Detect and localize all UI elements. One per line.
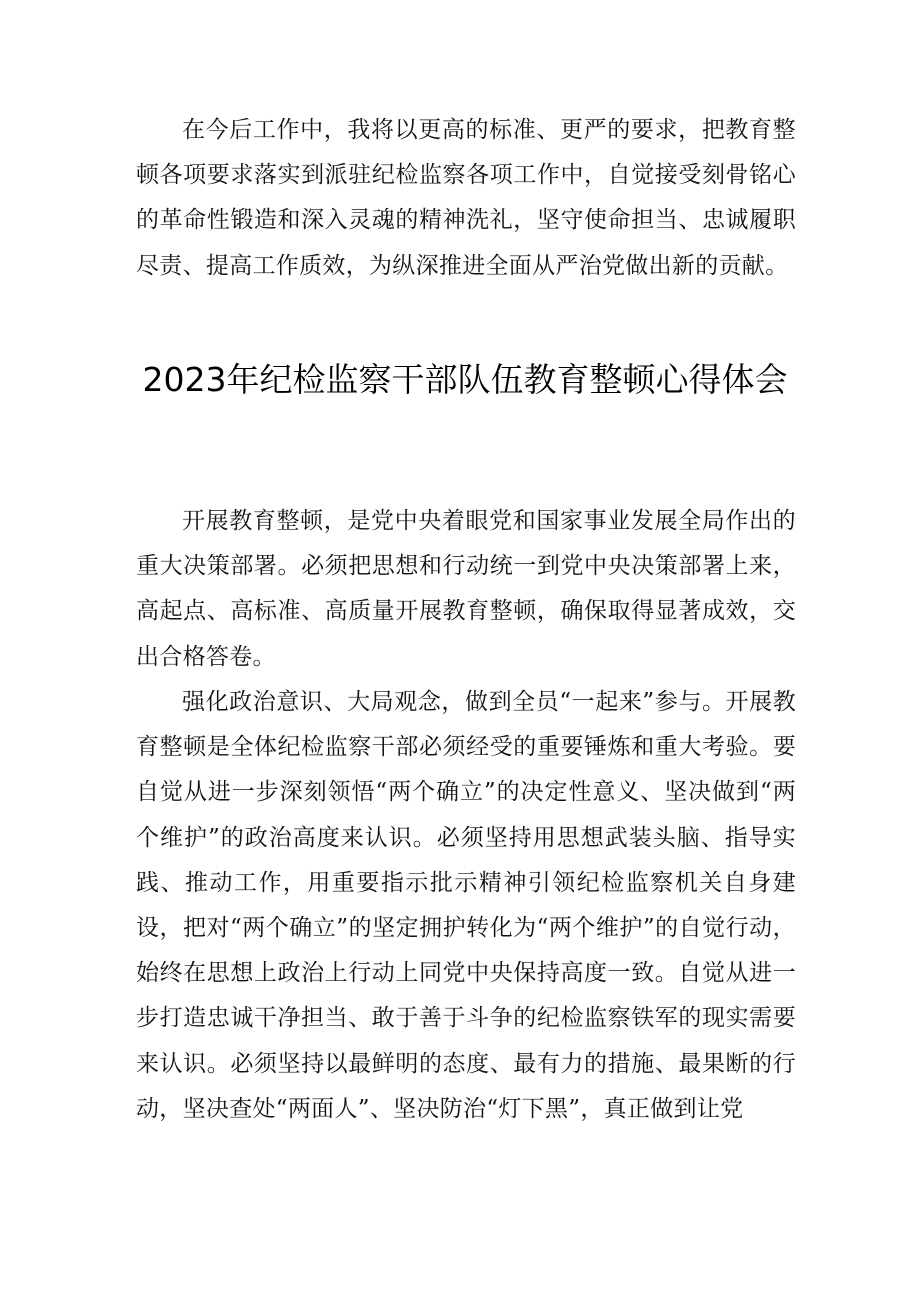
- intro-paragraph: 开展教育整顿，是党中央着眼党和国家事业发展全局作出的重大决策部署。必须把思想和行动统一到党中央决策部署上来，高起点、高标准、高质量开展教育整顿，确保取得显著成效，交出合格答卷。: [136, 508, 796, 670]
- closing-paragraph: 在今后工作中，我将以更高的标准、更严的要求，把教育整顿各项要求落实到派驻纪检监察各项工作中，自觉接受刻骨铭心的革命性锻造和深入灵魂的精神洗礼，坚守使命担当、忠诚履职尽责、提高工作质效，为纵深推进全面从严治党做出新的贡献。: [136, 117, 796, 279]
- document-title: 2023年纪检监察干部队伍教育整顿心得体会: [142, 360, 788, 399]
- body-paragraph: 强化政治意识、大局观念，做到全员“一起来”参与。开展教育整顿是全体纪检监察干部必须经受的重要锤炼和重大考验。要自觉从进一步深刻领悟“两个确立”的决定性意义、坚决做到“两个维护”的政治高度来认识。必须坚持用思想武装头脑、指导实践、推动工作，用重要指示批示精神引领纪检监察机关自身建设，把对“两个确立”的坚定拥护转化为“两个维护”的自觉行动，始终在思想上政治上行动上同党中央保持高度一致。自觉从进一步打造忠诚干净担当、敢于善于斗争的纪检监察铁军的现实需要来认识。必须坚持以最鲜明的态度、最有力的措施、最果断的行动，坚决查处“两面人”、坚决防治“灯下黑”，真正做到让党: [136, 689, 796, 1122]
